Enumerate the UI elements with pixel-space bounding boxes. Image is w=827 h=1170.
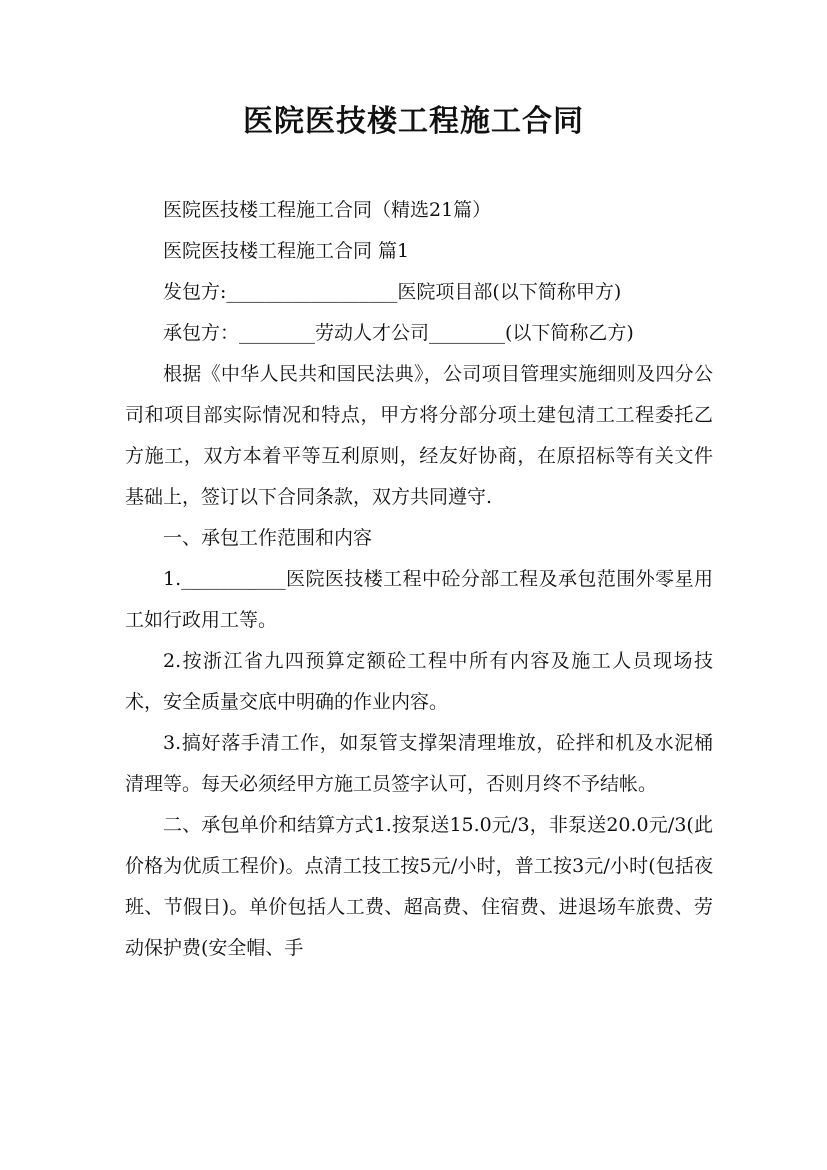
document-title: 医院医技楼工程施工合同 — [243, 104, 584, 139]
paragraph-clause-1-item-2: 2.按浙江省九四预算定额砼工程中所有内容及施工人员现场技术，安全质量交底中明确的作业内容。 — [125, 650, 713, 713]
paragraph-preamble: 根据《中华人民共和国民法典》，公司项目管理实施细则及四分公司和项目部实际情况和特点，甲方将分部分项土建包清工工程委托乙方施工，双方本着平等互利原则，经友好协商，在原招标等有关文件基础上，签订以下合同条款，双方共同遵守. — [125, 363, 713, 508]
paragraph-section-heading: 医院医技楼工程施工合同 篇1 — [163, 240, 410, 262]
paragraph-subtitle: 医院医技楼工程施工合同（精选21篇） — [163, 199, 492, 221]
paragraph-contractor: 承包方：________劳动人才公司________(以下简称乙方) — [163, 322, 634, 344]
paragraph-clause-1-heading: 一、承包工作范围和内容 — [163, 527, 373, 549]
paragraph-employer: 发包方:__________________医院项目部(以下简称甲方) — [163, 281, 622, 303]
paragraph-clause-1-item-1: 1.___________医院医技楼工程中砼分部工程及承包范围外零星用工如行政用工等。 — [125, 568, 713, 631]
document-body — [125, 190, 713, 969]
paragraph-clause-1-item-3: 3.搞好落手清工作，如泵管支撑架清理堆放，砼拌和机及水泥桶清理等。每天必须经甲方施工员签字认可，否则月终不予结帐。 — [125, 732, 713, 795]
paragraph-clause-2: 二、承包单价和结算方式1.按泵送15.0元/3，非泵送20.0元/3(此价格为优质工程价)。点清工技工按5元/小时，普工按3元/小时(包括夜班、节假日)。单价包括人工费、超高费、住宿费、进退场车旅费、劳动保护费(安全帽、手 — [125, 814, 713, 959]
